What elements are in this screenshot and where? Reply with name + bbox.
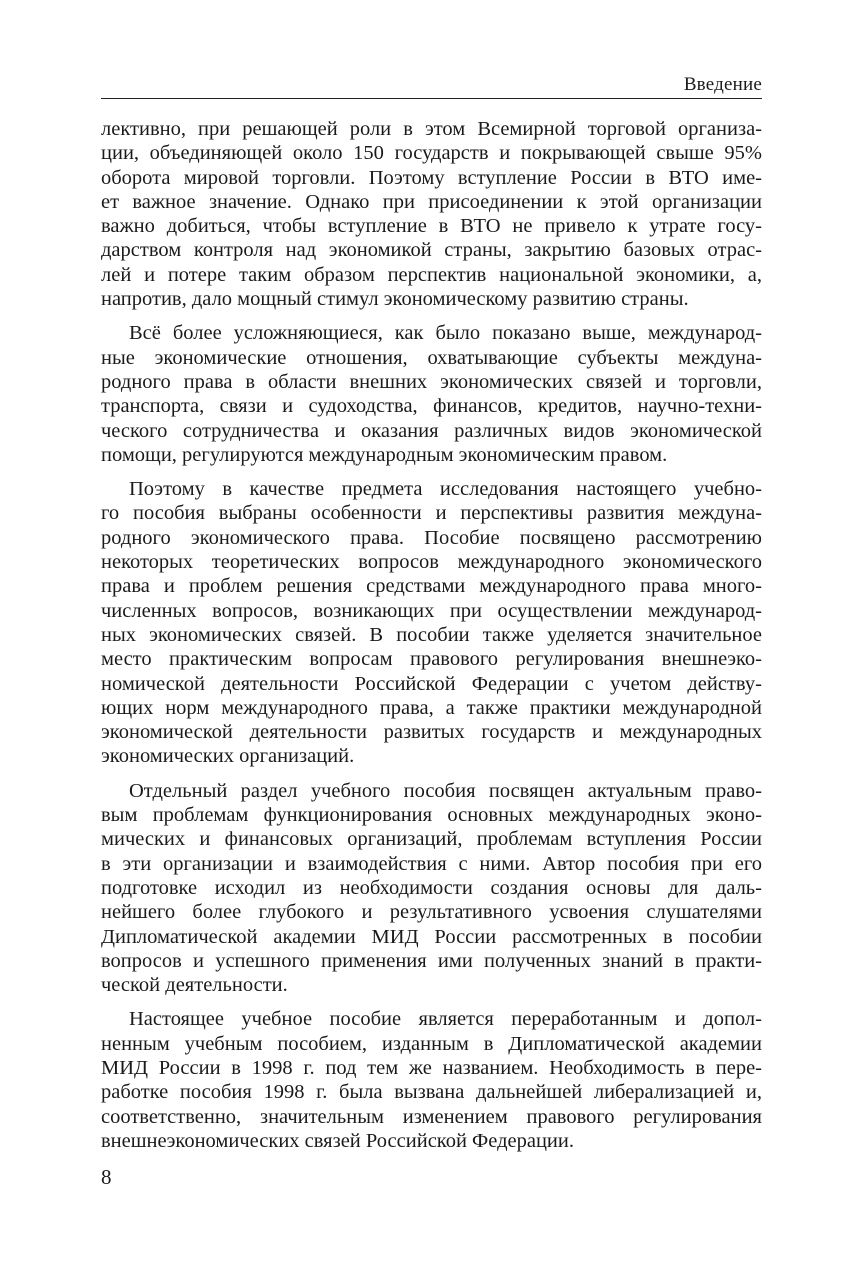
text-line: МИД России в 1998 г. под тем же названием. Необходимость в пере-	[101, 1056, 762, 1079]
text-line: ции, объединяющей около 150 государств и покрывающей свыше 95%	[101, 142, 762, 165]
text-line: некоторых теоретических вопросов международного экономического	[101, 551, 762, 574]
paragraph	[101, 1007, 762, 1153]
text-line: напротив, дало мощный стимул экономическому развитию страны.	[101, 288, 689, 311]
paragraph	[101, 779, 762, 998]
page-number: 8	[101, 1165, 112, 1189]
text-line: ческого сотрудничества и оказания различных видов экономической	[101, 419, 762, 442]
text-line: лей и потере таким образом перспектив национальной экономики, а,	[101, 263, 762, 286]
text-line: ненным учебным пособием, изданным в Дипломатической академии	[101, 1032, 762, 1055]
text-line: в эти организации и взаимодействия с ними. Автор пособия при его	[101, 852, 762, 875]
paragraph	[101, 117, 762, 311]
text-line: экономических организаций.	[101, 745, 355, 768]
body-text	[101, 117, 762, 1153]
text-line: лективно, при решающей роли в этом Всемирной торговой организа-	[101, 118, 762, 140]
text-line: ет важное значение. Однако при присоединении к этой организации	[101, 190, 762, 213]
paragraph	[101, 321, 762, 467]
text-line: дарством контроля над экономикой страны, закрытию базовых отрас-	[101, 239, 762, 262]
text-line: подготовке исходил из необходимости создания основы для даль-	[101, 876, 762, 899]
text-line: важно добиться, чтобы вступление в ВТО не привело к утрате госу-	[101, 215, 762, 238]
running-header	[101, 74, 762, 99]
text-line: транспорта, связи и судоходства, финансов, кредитов, научно-техни-	[101, 395, 762, 418]
text-line: вопросов и успешного применения ими полученных знаний в практи-	[101, 949, 762, 972]
text-line: Настоящее учебное пособие является переработанным и допол-	[129, 1008, 762, 1031]
text-line: место практическим вопросам правового регулирования внешнеэко-	[101, 648, 762, 671]
text-line: мических и финансовых организаций, проблемам вступления России	[101, 828, 762, 851]
text-line: родного экономического права. Пособие посвящено рассмотрению	[101, 526, 762, 549]
text-line: экономической деятельности развитых государств и международных	[101, 721, 762, 744]
text-line: численных вопросов, возникающих при осуществлении международ-	[101, 599, 762, 622]
text-line: ных экономических связей. В пособии также уделяется значительное	[101, 623, 762, 646]
text-line: помощи, регулируются международным экономическим правом.	[101, 443, 668, 466]
text-line: Отдельный раздел учебного пособия посвящен актуальным право-	[129, 779, 762, 802]
text-line: Дипломатической академии МИД России рассмотренных в пособии	[101, 925, 762, 948]
text-line: ющих норм международного права, а также практики международной	[101, 696, 762, 719]
text-line: работке пособия 1998 г. была вызвана дальнейшей либерализацией и,	[101, 1081, 762, 1104]
text-line: родного права в области внешних экономических связей и торговли,	[101, 370, 762, 393]
text-line: вым проблемам функционирования основных международных эконо-	[101, 804, 762, 827]
text-line: соответственно, значительным изменением правового регулирования	[101, 1105, 762, 1128]
header-title: Введение	[683, 74, 762, 95]
text-line: права и проблем решения средствами международного права много-	[101, 575, 762, 598]
text-line: Всё более усложняющиеся, как было показано выше, международ-	[129, 322, 762, 345]
paragraph	[101, 477, 762, 769]
text-line: Поэтому в качестве предмета исследования настоящего учебно-	[129, 478, 762, 501]
text-line: ные экономические отношения, охватывающие субъекты междуна-	[101, 346, 762, 369]
text-line: го пособия выбраны особенности и перспективы развития междуна-	[101, 502, 762, 525]
text-line: внешнеэкономических связей Российской Федерации.	[101, 1129, 574, 1152]
text-line: номической деятельности Российской Федерации с учетом действу-	[101, 672, 762, 695]
text-line: ческой деятельности.	[101, 974, 288, 997]
text-line: оборота мировой торговли. Поэтому вступление России в ВТО име-	[101, 166, 762, 189]
text-line: нейшего более глубокого и результативного усвоения слушателями	[101, 901, 762, 924]
